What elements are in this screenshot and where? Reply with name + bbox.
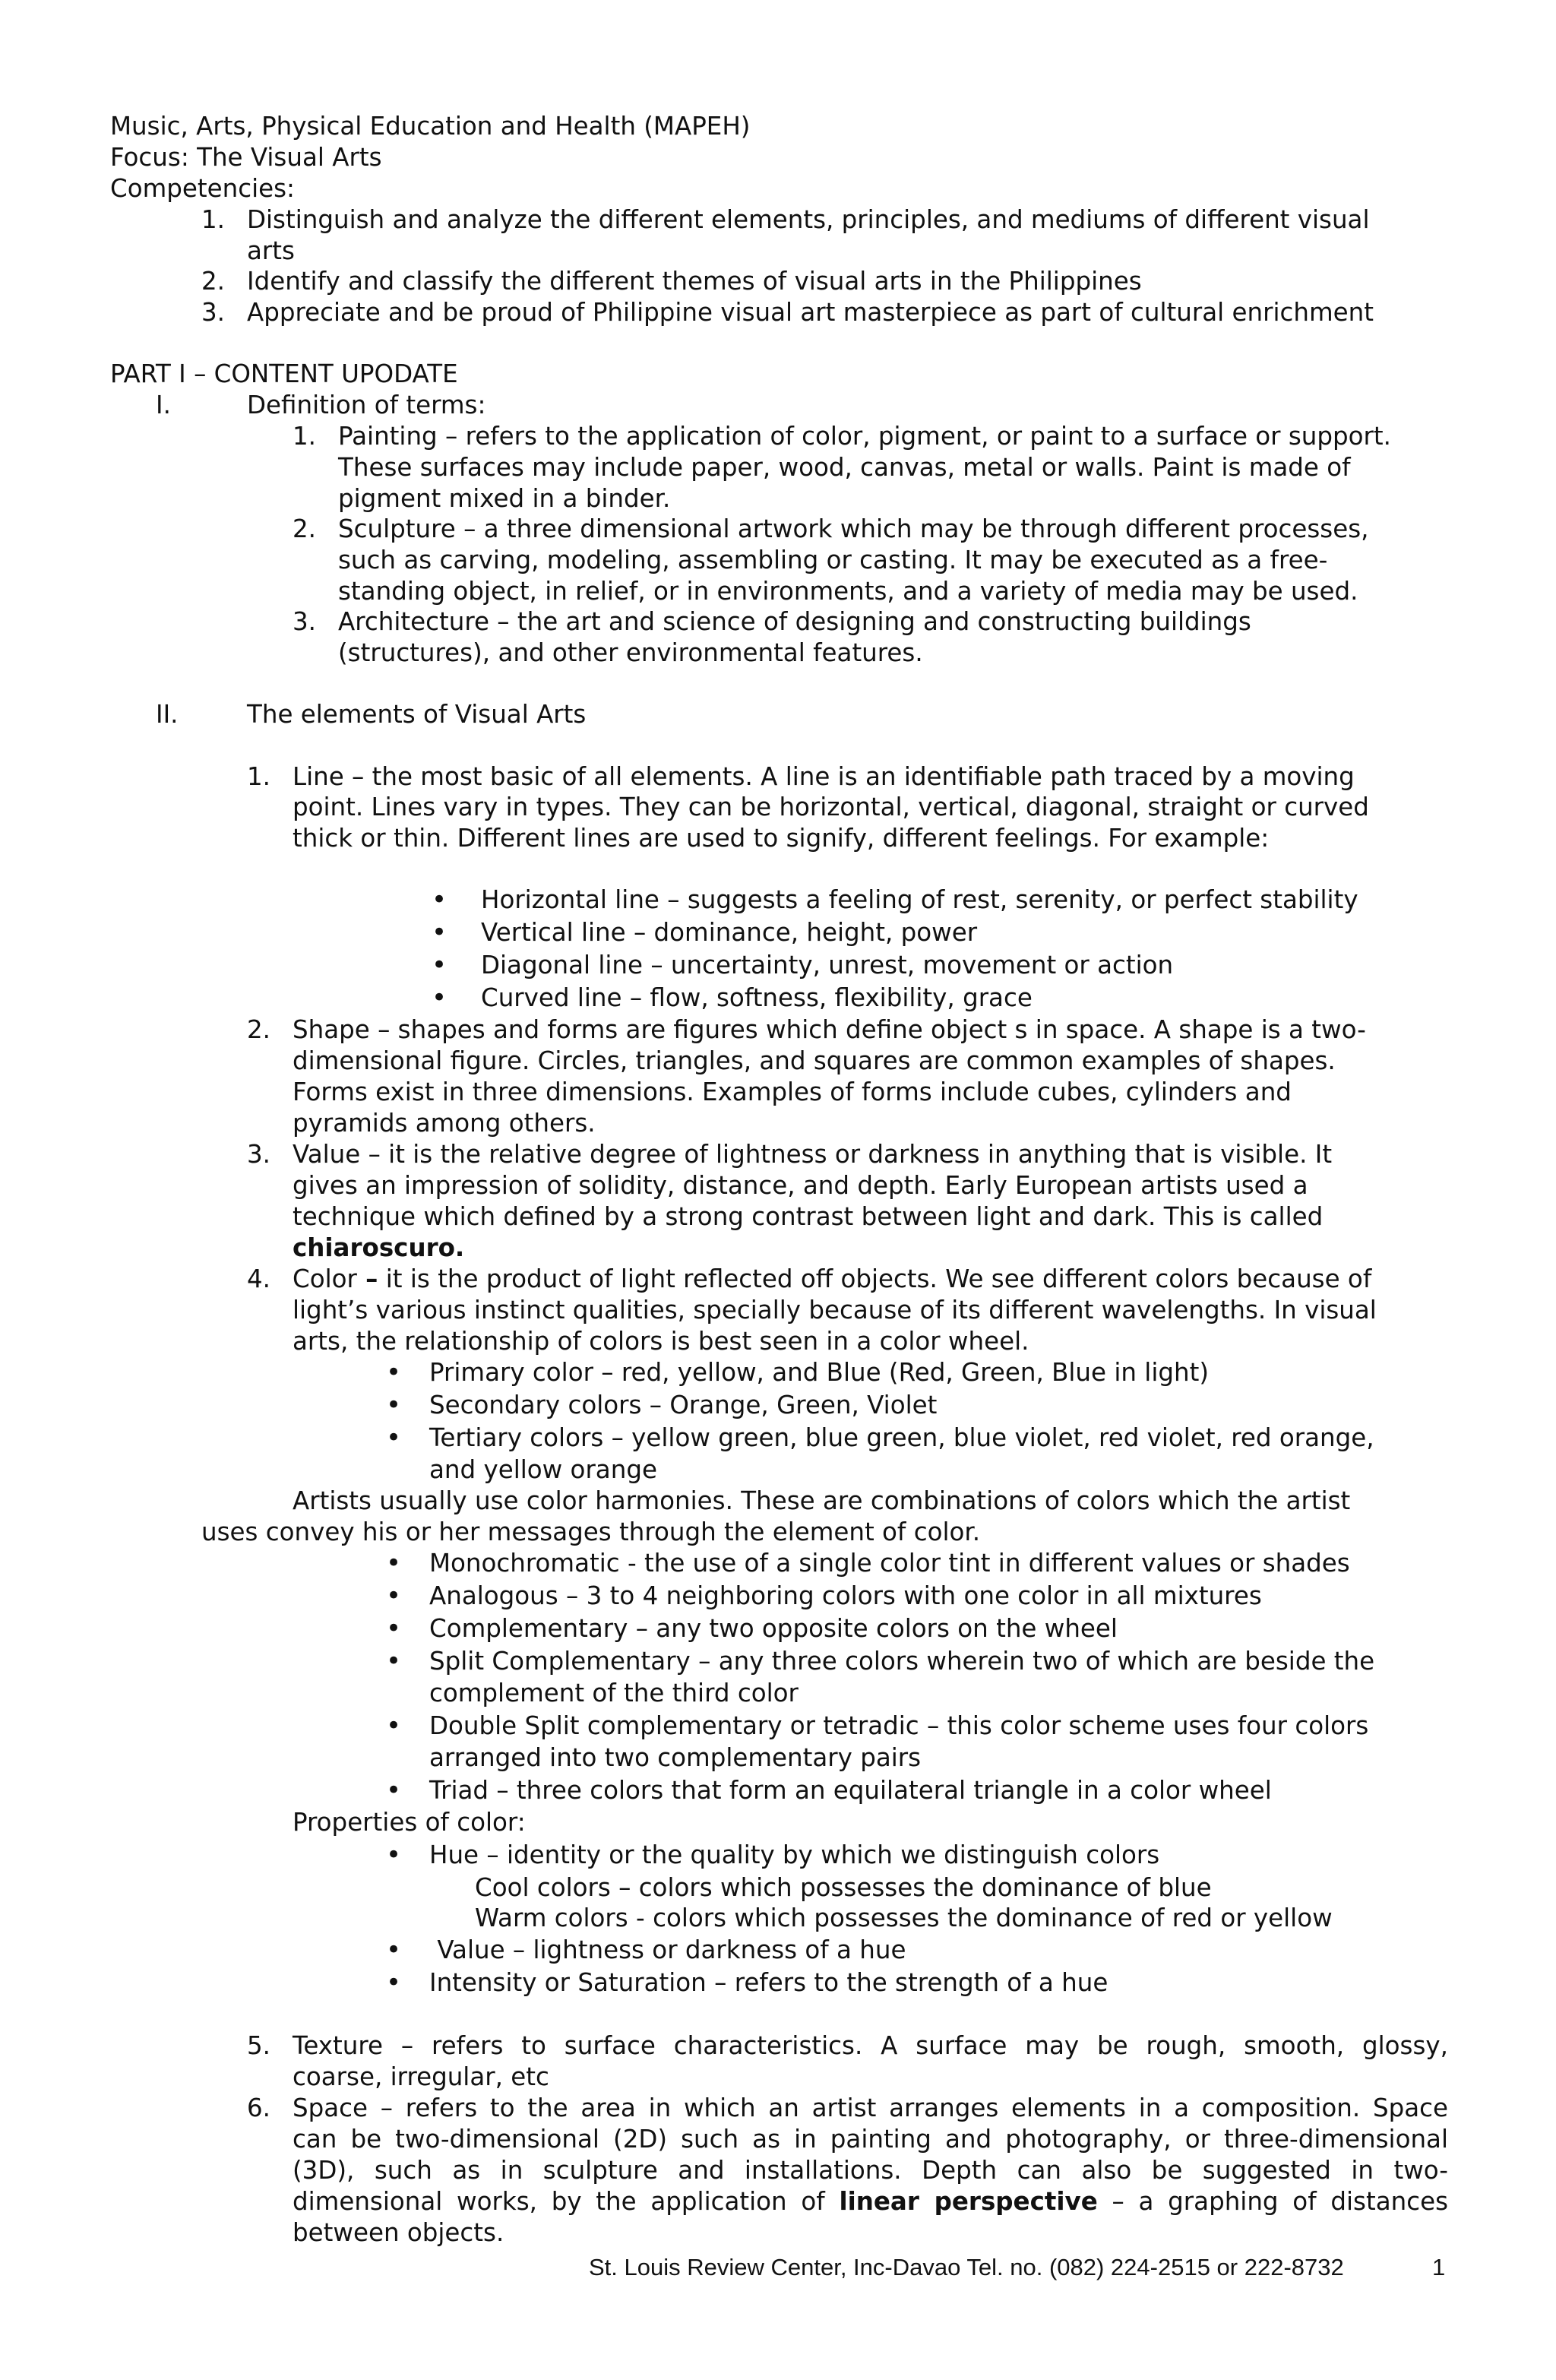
bullet-text: Horizontal line – suggests a feeling of rest, serenity, or perfect stability	[481, 885, 1358, 914]
competency-text: Identify and classify the different themes of visual arts in the Philippines	[247, 267, 1142, 296]
term-text: standing object, in relief, or in environments, and a variety of media may be used.	[338, 577, 1358, 606]
harmony-item: Triad – three colors that form an equilateral triangle in a color wheel	[429, 1776, 1272, 1805]
element-text: dimensional works, by the application of linear perspective – a graphing of distances	[293, 2187, 1449, 2216]
term-text: Sculpture – a three dimensional artwork which may be through different processes,	[338, 514, 1369, 543]
element-text: (3D), such as in sculpture and installations. Depth can also be suggested in two-	[293, 2156, 1448, 2185]
harmony-item: Monochromatic - the use of a single color tint in different values or shades	[429, 1549, 1350, 1578]
element-text: Forms exist in three dimensions. Examples of forms include cubes, cylinders and	[293, 1078, 1292, 1106]
element-text: point. Lines vary in types. They can be horizontal, vertical, diagonal, straight or curved	[293, 793, 1369, 821]
term-number: 2.	[293, 514, 317, 543]
property-intensity: Intensity or Saturation – refers to the strength of a hue	[429, 1968, 1108, 1997]
property-cool: Cool colors – colors which possesses the dominance of blue	[475, 1873, 1212, 1902]
color-type: Secondary colors – Orange, Green, Violet	[429, 1391, 938, 1419]
color-type: Tertiary colors – yellow green, blue green, blue violet, red violet, red orange,	[429, 1423, 1374, 1452]
color-type: and yellow orange	[429, 1455, 657, 1484]
bullet-icon: •	[386, 1423, 402, 1453]
bullet-icon: •	[386, 1840, 402, 1870]
element-text: coarse, irregular, etc	[293, 2062, 549, 2091]
element-number: 1.	[247, 762, 271, 791]
chiaroscuro-term: chiaroscuro.	[293, 1233, 465, 1262]
competency-number: 1.	[201, 205, 226, 234]
bullet-icon: •	[386, 1711, 402, 1741]
element-text: light’s various instinct qualities, specially because of its different wavelengths. In visual	[293, 1296, 1377, 1325]
element-text: Value – it is the relative degree of lightness or darkness in anything that is visible. It	[293, 1140, 1333, 1169]
element-number: 5.	[247, 2031, 271, 2060]
bullet-icon: •	[386, 1390, 402, 1420]
term-text: These surfaces may include paper, wood, canvas, metal or walls. Paint is made of	[338, 453, 1351, 482]
element-number: 3.	[247, 1140, 271, 1169]
bullet-icon: •	[386, 1581, 402, 1611]
section-numeral: I.	[156, 391, 171, 419]
page-number: 1	[1432, 2254, 1446, 2280]
term-text: such as carving, modeling, assembling or casting. It may be executed as a free-	[338, 546, 1328, 574]
property-value: Value – lightness or darkness of a hue	[429, 1935, 906, 1964]
harmony-intro: Artists usually use color harmonies. These are combinations of colors which the artist	[293, 1486, 1351, 1515]
bullet-icon: •	[432, 885, 448, 915]
harmony-item: complement of the third color	[429, 1679, 799, 1707]
element-text: Line – the most basic of all elements. A line is an identifiable path traced by a moving	[293, 762, 1355, 791]
bullet-icon: •	[386, 1935, 402, 1965]
element-text: gives an impression of solidity, distance, and depth. Early European artists used a	[293, 1171, 1308, 1200]
element-number: 4.	[247, 1264, 271, 1293]
section-title: Definition of terms:	[247, 391, 486, 419]
part-title: PART I – CONTENT UPODATE	[110, 359, 458, 388]
harmony-item: Complementary – any two opposite colors on the wheel	[429, 1614, 1118, 1643]
element-text: Shape – shapes and forms are figures which define object s in space. A shape is a two-	[293, 1015, 1366, 1044]
harmony-item: Analogous – 3 to 4 neighboring colors with one color in all mixtures	[429, 1581, 1262, 1610]
element-text: Color – it is the product of light reflected off objects. We see different colors because of	[293, 1264, 1372, 1293]
element-text: arts, the relationship of colors is best seen in a color wheel.	[293, 1327, 1029, 1356]
competency-text: Appreciate and be proud of Philippine visual art masterpiece as part of cultural enrichment	[247, 298, 1374, 327]
properties-heading: Properties of color:	[293, 1808, 526, 1837]
competency-text: Distinguish and analyze the different elements, principles, and mediums of different visual	[247, 205, 1370, 234]
term-text: pigment mixed in a binder.	[338, 484, 671, 513]
bullet-icon: •	[386, 1357, 402, 1388]
footer-contact: St. Louis Review Center, Inc-Davao Tel. no. (082) 224-2515 or 222-8732	[589, 2254, 1344, 2280]
subject-title: Music, Arts, Physical Education and Health (MAPEH)	[110, 112, 751, 141]
bullet-text: Curved line – flow, softness, flexibility, grace	[481, 983, 1033, 1012]
term-text: Painting – refers to the application of color, pigment, or paint to a surface or support.	[338, 422, 1391, 451]
bullet-icon: •	[432, 950, 448, 980]
element-text: dimensional figure. Circles, triangles, and squares are common examples of shapes.	[293, 1046, 1336, 1075]
bullet-icon: •	[432, 983, 448, 1013]
property-hue: Hue – identity or the quality by which we distinguish colors	[429, 1840, 1160, 1869]
competency-number: 2.	[201, 267, 226, 296]
bullet-icon: •	[386, 1967, 402, 1998]
bullet-icon: •	[432, 917, 448, 948]
term-text: (structures), and other environmental features.	[338, 638, 923, 667]
harmony-item: Split Complementary – any three colors wherein two of which are beside the	[429, 1647, 1375, 1676]
competency-number: 3.	[201, 298, 226, 327]
bullet-icon: •	[386, 1775, 402, 1806]
term-text: Architecture – the art and science of designing and constructing buildings	[338, 607, 1251, 636]
term-number: 1.	[293, 422, 317, 451]
focus-line: Focus: The Visual Arts	[110, 143, 382, 172]
color-type: Primary color – red, yellow, and Blue (Red, Green, Blue in light)	[429, 1358, 1210, 1387]
competencies-heading: Competencies:	[110, 174, 295, 203]
section-title: The elements of Visual Arts	[247, 700, 587, 729]
harmony-item: arranged into two complementary pairs	[429, 1743, 922, 1772]
bullet-text: Diagonal line – uncertainty, unrest, movement or action	[481, 951, 1174, 980]
element-number: 2.	[247, 1015, 271, 1044]
harmony-item: Double Split complementary or tetradic – this color scheme uses four colors	[429, 1711, 1369, 1740]
element-text: can be two-dimensional (2D) such as in painting and photography, or three-dimensional	[293, 2125, 1448, 2154]
bullet-text: Vertical line – dominance, height, power	[481, 918, 978, 947]
section-numeral: II.	[156, 700, 179, 729]
element-text: between objects.	[293, 2218, 504, 2247]
element-text: Space – refers to the area in which an artist arranges elements in a composition. Space	[293, 2094, 1448, 2122]
element-text: pyramids among others.	[293, 1109, 596, 1138]
element-text: technique which defined by a strong contrast between light and dark. This is called	[293, 1202, 1324, 1231]
element-text: Texture – refers to surface characteristics. A surface may be rough, smooth, glossy,	[293, 2031, 1448, 2060]
element-text: thick or thin. Different lines are used to signify, different feelings. For example:	[293, 824, 1270, 853]
term-number: 3.	[293, 607, 317, 636]
bullet-icon: •	[386, 1613, 402, 1644]
bullet-icon: •	[386, 1548, 402, 1578]
property-warm: Warm colors - colors which possesses the dominance of red or yellow	[475, 1904, 1333, 1932]
harmony-intro: uses convey his or her messages through the element of color.	[201, 1518, 981, 1546]
element-number: 6.	[247, 2094, 271, 2122]
linear-perspective-term: linear perspective	[839, 2187, 1098, 2216]
competency-text: arts	[247, 236, 295, 265]
bullet-icon: •	[386, 1646, 402, 1676]
